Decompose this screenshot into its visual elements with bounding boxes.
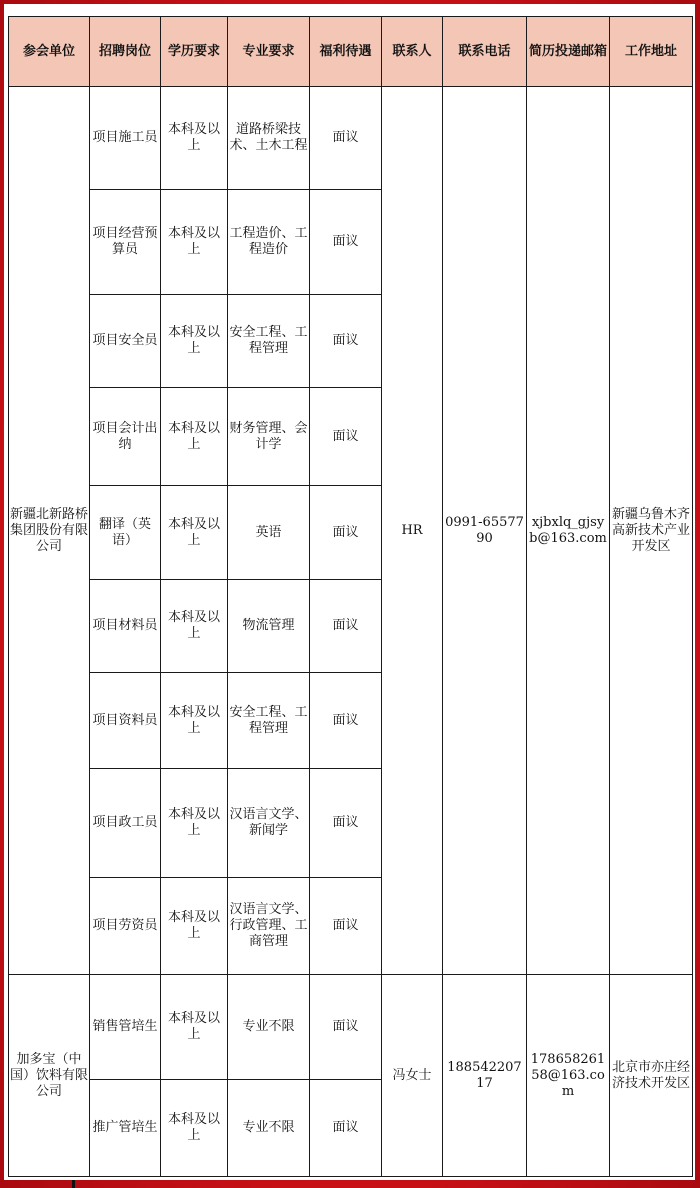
position-title: 项目劳资员: [90, 878, 161, 975]
welfare-cell: 面议: [310, 769, 382, 878]
major-cell: 安全工程、工程管理: [228, 295, 310, 388]
document-sheet: [4, 4, 695, 1180]
header-address: 工作地址: [610, 17, 693, 87]
major-cell: 物流管理: [228, 580, 310, 673]
major-cell: 安全工程、工程管理: [228, 673, 310, 769]
welfare-cell: 面议: [310, 388, 382, 486]
work-address: 北京市亦庄经济技术开发区: [610, 975, 693, 1177]
education-cell: 本科及以上: [161, 1080, 228, 1177]
position-title: 项目会计出纳: [90, 388, 161, 486]
company-name: 新疆北新路桥集团股份有限公司: [9, 87, 90, 975]
welfare-cell: 面议: [310, 975, 382, 1080]
major-cell: 汉语言文学、行政管理、工商管理: [228, 878, 310, 975]
education-cell: 本科及以上: [161, 769, 228, 878]
welfare-cell: 面议: [310, 87, 382, 190]
major-cell: 工程造价、工程造价: [228, 190, 310, 295]
education-cell: 本科及以上: [161, 295, 228, 388]
welfare-cell: 面议: [310, 580, 382, 673]
education-cell: 本科及以上: [161, 878, 228, 975]
education-cell: 本科及以上: [161, 87, 228, 190]
table-row: [9, 87, 693, 190]
header-education: 学历要求: [161, 17, 228, 87]
contact-phone: 0991-6557790: [443, 87, 527, 975]
welfare-cell: 面议: [310, 190, 382, 295]
header-row: [9, 17, 693, 87]
resume-email: 17865826158@163.com: [527, 975, 610, 1177]
contact-person: HR: [382, 87, 443, 975]
contact-phone: 18854220717: [443, 975, 527, 1177]
header-phone: 联系电话: [443, 17, 527, 87]
recruitment-table: [8, 16, 693, 1177]
company-name: 加多宝（中国）饮料有限公司: [9, 975, 90, 1177]
education-cell: 本科及以上: [161, 975, 228, 1080]
major-cell: 财务管理、会计学: [228, 388, 310, 486]
position-title: 销售管培生: [90, 975, 161, 1080]
position-title: 翻译（英语）: [90, 486, 161, 580]
major-cell: 英语: [228, 486, 310, 580]
education-cell: 本科及以上: [161, 673, 228, 769]
position-title: 项目材料员: [90, 580, 161, 673]
education-cell: 本科及以上: [161, 580, 228, 673]
welfare-cell: 面议: [310, 295, 382, 388]
header-email: 简历投递邮箱: [527, 17, 610, 87]
education-cell: 本科及以上: [161, 486, 228, 580]
position-title: 项目施工员: [90, 87, 161, 190]
position-title: 推广管培生: [90, 1080, 161, 1177]
position-title: 项目经营预算员: [90, 190, 161, 295]
major-cell: 专业不限: [228, 1080, 310, 1177]
table-row: [9, 975, 693, 1080]
major-cell: 道路桥梁技术、土木工程: [228, 87, 310, 190]
resume-email: xjbxlq_gjsyb@163.com: [527, 87, 610, 975]
header-contact: 联系人: [382, 17, 443, 87]
major-cell: 专业不限: [228, 975, 310, 1080]
position-title: 项目资料员: [90, 673, 161, 769]
header-major: 专业要求: [228, 17, 310, 87]
header-position: 招聘岗位: [90, 17, 161, 87]
welfare-cell: 面议: [310, 673, 382, 769]
education-cell: 本科及以上: [161, 388, 228, 486]
welfare-cell: 面议: [310, 486, 382, 580]
position-title: 项目政工员: [90, 769, 161, 878]
welfare-cell: 面议: [310, 878, 382, 975]
education-cell: 本科及以上: [161, 190, 228, 295]
contact-person: 冯女士: [382, 975, 443, 1177]
welfare-cell: 面议: [310, 1080, 382, 1177]
major-cell: 汉语言文学、新闻学: [228, 769, 310, 878]
work-address: 新疆乌鲁木齐高新技术产业开发区: [610, 87, 693, 975]
header-welfare: 福利待遇: [310, 17, 382, 87]
position-title: 项目安全员: [90, 295, 161, 388]
corner-mark: [72, 1180, 75, 1188]
header-company: 参会单位: [9, 17, 90, 87]
